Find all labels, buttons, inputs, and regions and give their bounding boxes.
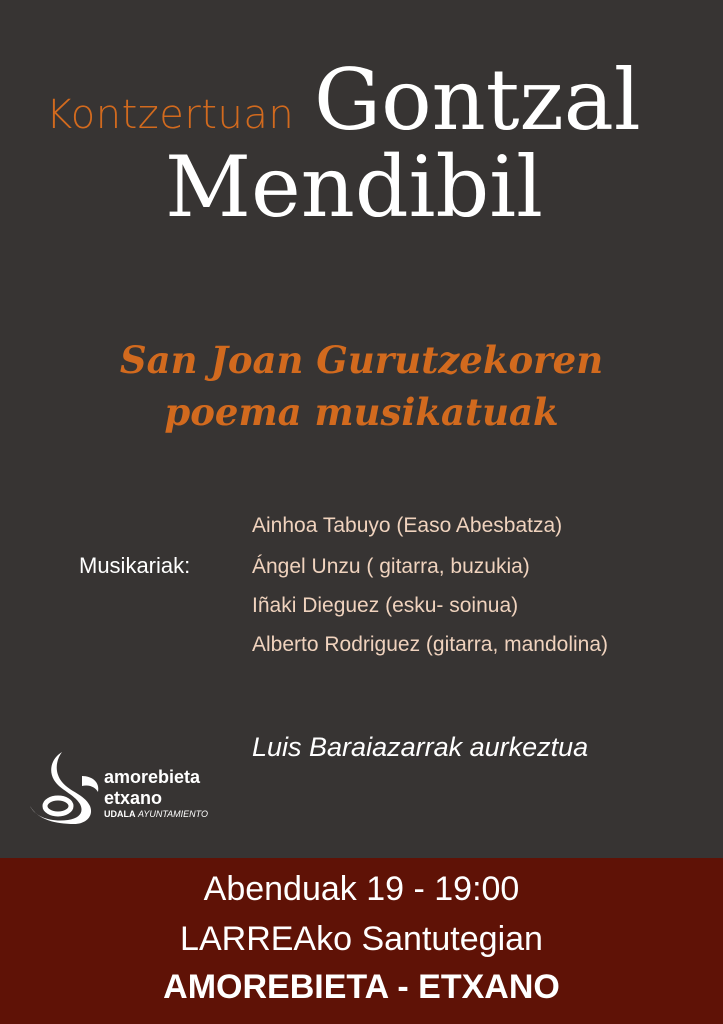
artist-last-name: Mendibil xyxy=(165,138,543,236)
musician-item: Alberto Rodriguez (gitarra, mandolina) xyxy=(252,633,609,656)
logo-udala: UDALA xyxy=(104,809,136,819)
amorebieta-logo-icon xyxy=(26,748,106,828)
musicians-label: Musikariak: xyxy=(79,553,191,578)
municipality-logo xyxy=(26,748,226,828)
musician-item: Ainhoa Tabuyo (Easo Abesbatza) xyxy=(252,514,563,537)
subtitle-line-2: poema musikatuak xyxy=(164,390,559,434)
event-date-time: Abenduak 19 - 19:00 xyxy=(203,870,520,908)
logo-ayuntamiento: AYUNTAMIENTO xyxy=(138,809,209,819)
poster-prefix: Kontzertuan xyxy=(46,92,295,138)
event-town: AMOREBIETA - ETXANO xyxy=(163,968,560,1006)
footer-band xyxy=(0,858,723,1024)
event-venue: LARREAko Santutegian xyxy=(180,920,543,958)
musician-item: Iñaki Dieguez (esku- soinua) xyxy=(252,594,519,617)
presenter-credit: Luis Baraiazarrak aurkeztua xyxy=(252,732,589,762)
musician-item: Ángel Unzu ( gitarra, buzukia) xyxy=(252,555,530,578)
artist-first-name: Gontzal xyxy=(314,51,641,149)
logo-text-line-2: etxano xyxy=(104,788,163,808)
logo-text-line-3 xyxy=(104,810,208,819)
logo-text-line-1: amorebieta xyxy=(104,767,201,787)
subtitle-line-1: San Joan Gurutzekoren xyxy=(119,338,604,382)
